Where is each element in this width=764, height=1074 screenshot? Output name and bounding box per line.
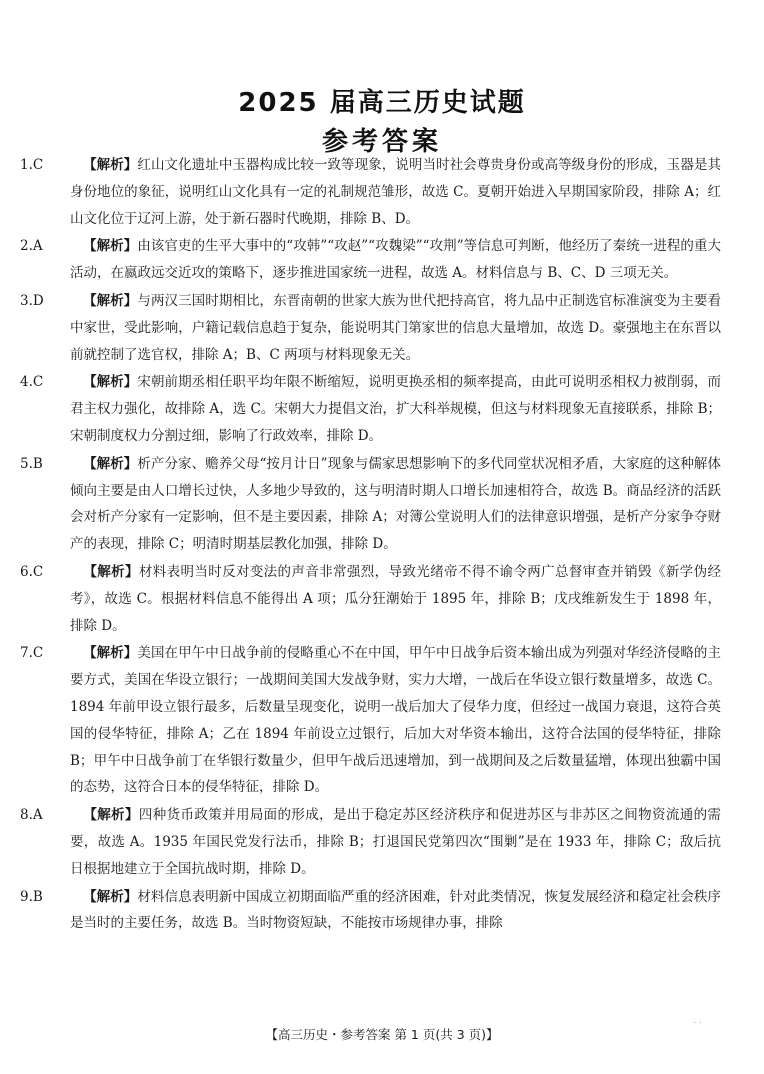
answer-number: 8.A	[20, 807, 43, 824]
page-title: 2025 届高三历史试题	[238, 88, 526, 118]
answer-text: 美国在甲午中日战争前的侵略重心不在中国，甲午中日战争后资本输出成为列强对华经济侵略的主要方式，美国在华设立银行；一战期间美国大发战争财，实力大增，一战后在华设立银行数量增多，故选 C。1894 年前甲设立银行最多，后数量呈现变化，说明一战后加大了侵华力度，但经过一战国力衰退，这符合英国的侵华特征，排除 A；乙在 1894 年前设立过银行，后加大对华资本输出，这符合法国的侵华特征，排除 B；甲午中日战争前丁在华银行数量少，但甲午战后迅速增加，到一战期间及之后数量猛增，体现出独霸中国的态势，这符合日本的侵华特征，排除 D。	[70, 645, 722, 796]
answer-text: 四种货币政策并用局面的形成，是出于稳定苏区经济秩序和促进苏区与非苏区之间物资流通的需要，故选 A。1935 年国民党发行法币，排除 B；打退国民党第四次“围剿”是在 1933 年，排除 C；敌后抗日根据地建立于全国抗战时期，排除 D。	[70, 807, 722, 877]
answer-item-5	[20, 451, 722, 558]
answer-item-1	[20, 152, 722, 232]
page-footer: 【高三历史・参考答案 第 1 页(共 3 页)】	[265, 1027, 499, 1042]
analysis-tag: 【解析】	[83, 238, 138, 255]
analysis-tag: 【解析】	[83, 374, 138, 391]
answer-number: 7.C	[20, 645, 44, 662]
answer-item-2	[20, 233, 722, 287]
analysis-tag: 【解析】	[83, 157, 138, 173]
answer-text: 与两汉三国时期相比，东晋南朝的世家大族为世代把持高官，将九品中正制选官标准演变为主要看中家世，受此影响，户籍记载信息趋于复杂，能说明其门第家世的信息大量增加，故选 D。豪强地主在东晋以前就控制了选官权，排除 A；B、C 两项与材料现象无关。	[70, 292, 722, 363]
answer-list	[20, 152, 722, 937]
answer-number: 3.D	[20, 292, 44, 309]
analysis-tag: 【解析】	[83, 563, 139, 580]
analysis-tag: 【解析】	[83, 645, 138, 662]
analysis-tag: 【解析】	[83, 455, 138, 472]
analysis-tag: 【解析】	[83, 888, 138, 905]
answer-text: 材料信息表明新中国成立初期面临严重的经济困难，针对此类情况，恢复发展经济和稳定社会秩序是当时的主要任务，故选 B。当时物资短缺，不能按市场规律办事，排除	[70, 888, 722, 932]
answer-item-4	[20, 369, 722, 449]
answer-number: 1.C	[20, 157, 44, 173]
answer-number: 4.C	[20, 374, 44, 391]
answer-number: 2.A	[20, 238, 43, 255]
answer-text: 由该官吏的生平大事中的“攻韩”“攻赵”“攻魏梁”“攻荆”等信息可判断，他经历了秦统一进程的重大活动，在嬴政远交近攻的策略下，逐步推进国家统一进程，故选 A。材料信息与 B、C、D 三项无关。	[70, 238, 722, 282]
answer-number: 6.C	[20, 563, 44, 580]
answer-text: 宋朝前期丞相任职平均年限不断缩短，说明更换丞相的频率提高，由此可说明丞相权力被削弱，而君主权力强化，故排除 A，选 C。宋朝大力提倡文治，扩大科举规模，但这与材料现象无直接联系，排除 B；宋朝制度权力分割过细，影响了行政效率，排除 D。	[70, 374, 722, 444]
answer-item-9	[20, 884, 722, 938]
answer-item-8	[20, 802, 722, 882]
answer-text: 红山文化遗址中玉器构成比较一致等现象，说明当时社会尊贵身份或高等级身份的形成，玉器是其身份地位的象征，说明红山文化具有一定的礼制规范雏形，故选 C。夏朝开始进入早期国家阶段，排除 A；红山文化位于辽河上游，处于新石器时代晚期，排除 B、D。	[70, 157, 722, 227]
analysis-tag: 【解析】	[83, 292, 138, 309]
page-subtitle: 参考答案	[321, 127, 442, 157]
analysis-tag: 【解析】	[83, 807, 139, 824]
corner-mark: . .	[693, 1016, 702, 1026]
answer-number: 5.B	[20, 455, 43, 472]
answer-number: 9.B	[20, 888, 43, 905]
answer-item-3	[20, 288, 722, 368]
answer-text: 析产分家、赡养父母“按月计日”现象与儒家思想影响下的多代同堂状况相矛盾，大家庭的这种解体倾向主要是由人口增长过快，人多地少导致的，这与明清时期人口增长加速相符合，故选 B。商品经济的活跃会对析产分家有一定影响，但不是主要因素，排除 A；对簿公堂说明人们的法律意识增强，是析产分家争夺财产的表现，排除 C；明清时期基层教化加强，排除 D。	[70, 455, 722, 553]
answer-item-7	[20, 640, 722, 801]
answer-text: 材料表明当时反对变法的声音非常强烈，导致光绪帝不得不谕令两广总督审查并销毁《新学伪经考》，故选 C。根据材料信息不能得出 A 项；瓜分狂潮始于 1895 年，排除 B；戊戌维新发生于 1898 年，排除 D。	[70, 563, 722, 634]
answer-item-6	[20, 559, 722, 639]
